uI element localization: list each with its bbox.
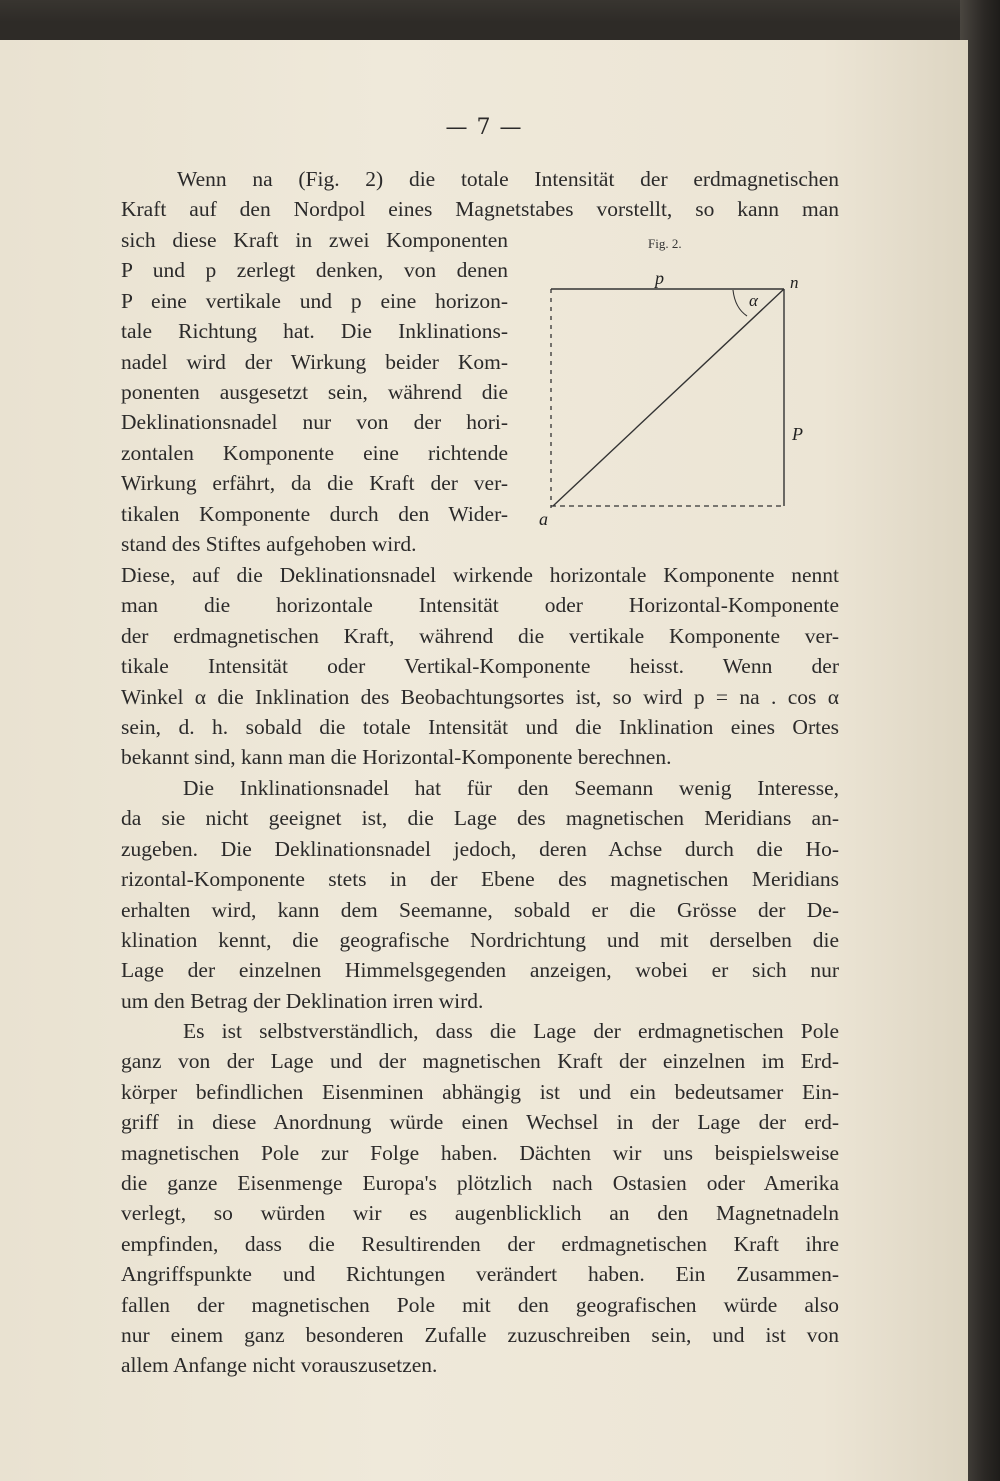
text-line: tikalen Komponente durch den Wider- xyxy=(121,501,508,526)
text-line: Kraft auf den Nordpol eines Magnetstabes vorstellt, so kann man xyxy=(121,197,839,222)
text-line: rizontal-Komponente stets in der Ebene des magnetischen Meridians xyxy=(121,867,839,892)
text-line: griff in diese Anordnung würde einen Wechsel in der Lage der erd- xyxy=(121,1110,839,1135)
page-number: — 7 — xyxy=(445,115,523,140)
text-line: P und p zerlegt denken, von denen xyxy=(121,258,508,283)
text-line: erhalten wird, kann dem Seemanne, sobald er die Grösse der De- xyxy=(121,897,839,922)
text-line: körper befindlichen Eisenminen abhängig ist und ein bedeutsamer Ein- xyxy=(121,1079,839,1104)
figure-2-diagram xyxy=(535,232,825,587)
text-line: zontalen Komponente eine richtende xyxy=(121,440,508,465)
text-line: sein, d. h. sobald die totale Intensität und die Inklination eines Ortes xyxy=(121,715,839,740)
text-line: Wirkung erfährt, da die Kraft der ver- xyxy=(121,471,508,496)
text-line: Deklinationsnadel nur von der hori- xyxy=(121,410,508,435)
text-line: man die horizontale Intensität oder Horizontal-Komponente xyxy=(121,593,839,618)
figure-label-p: p xyxy=(655,268,664,288)
text-line: ponenten ausgesetzt sein, während die xyxy=(121,380,508,405)
figure-diagonal-na xyxy=(553,289,784,506)
text-line: nur einem ganz besonderen Zufalle zuzuschreiben sein, und ist von xyxy=(121,1323,839,1348)
text-line: stand des Stiftes aufgehoben wird. xyxy=(121,532,417,557)
text-line: P eine vertikale und p eine horizon- xyxy=(121,288,508,313)
paragraph-1-beside-figure xyxy=(121,225,508,559)
paragraph-3 xyxy=(121,1016,839,1381)
text-line: verlegt, so würden wir es augenblicklich an den Magnetnadeln xyxy=(121,1201,839,1226)
text-line: Wenn na (Fig. 2) die totale Intensität der erdmagnetischen xyxy=(177,167,839,191)
text-line: ganz von der Lage und der magnetischen Kraft der einzelnen im Erd- xyxy=(121,1049,839,1074)
text-line: Es ist selbstverständlich, dass die Lage der erdmagnetischen Pole xyxy=(183,1019,839,1043)
figure-caption: Fig. 2. xyxy=(648,236,682,251)
text-line: Lage der einzelnen Himmelsgegenden anzeigen, wobei er sich nur xyxy=(121,958,839,983)
figure-label-alpha: α xyxy=(749,291,758,310)
paragraph-1-intro xyxy=(121,164,839,225)
text-line: nadel wird der Wirkung beider Kom- xyxy=(121,349,508,374)
paragraph-2 xyxy=(121,773,839,1016)
text-line: um den Betrag der Deklination irren wird. xyxy=(121,988,484,1013)
text-line: zugeben. Die Deklinationsnadel jedoch, deren Achse durch die Ho- xyxy=(121,836,839,861)
text-line: empfinden, dass die Resultirenden der erdmagnetischen Kraft ihre xyxy=(121,1231,839,1256)
figure-label-P: P xyxy=(792,424,803,444)
text-line: klination kennt, die geografische Nordrichtung und mit derselben die xyxy=(121,928,839,953)
book-page xyxy=(0,40,968,1481)
figure-label-a: a xyxy=(539,509,548,529)
text-line: Winkel α die Inklination des Beobachtungsortes ist, so wird p = na . cos α xyxy=(121,684,839,709)
text-line: tale Richtung hat. Die Inklinations- xyxy=(121,319,508,344)
figure-label-n: n xyxy=(790,273,799,292)
figure-angle-arc xyxy=(733,290,747,316)
text-line: Angriffspunkte und Richtungen verändert haben. Ein Zusammen- xyxy=(121,1262,839,1287)
text-line: magnetischen Pole zur Folge haben. Dächten wir uns beispielsweise xyxy=(121,1140,839,1165)
text-line: Die Inklinationsnadel hat für den Seemann wenig Interesse, xyxy=(183,776,839,800)
text-line: fallen der magnetischen Pole mit den geografischen würde also xyxy=(121,1292,839,1317)
text-line: bekannt sind, kann man die Horizontal-Komponente berechnen. xyxy=(121,745,672,770)
text-line: da sie nicht geeignet ist, die Lage des magnetischen Meridians an- xyxy=(121,806,839,831)
text-line: Diese, auf die Deklinationsnadel wirkende horizontale Komponente nennt xyxy=(121,563,839,587)
text-line: allem Anfange nicht vorauszusetzen. xyxy=(121,1353,438,1378)
text-line: sich diese Kraft in zwei Komponenten xyxy=(121,228,508,252)
text-line: die ganze Eisenmenge Europa's plötzlich nach Ostasien oder Amerika xyxy=(121,1171,839,1196)
paragraph-1-continuation xyxy=(121,560,839,773)
text-line: tikale Intensität oder Vertikal-Komponente heisst. Wenn der xyxy=(121,654,839,679)
text-line: der erdmagnetischen Kraft, während die vertikale Komponente ver- xyxy=(121,623,839,648)
